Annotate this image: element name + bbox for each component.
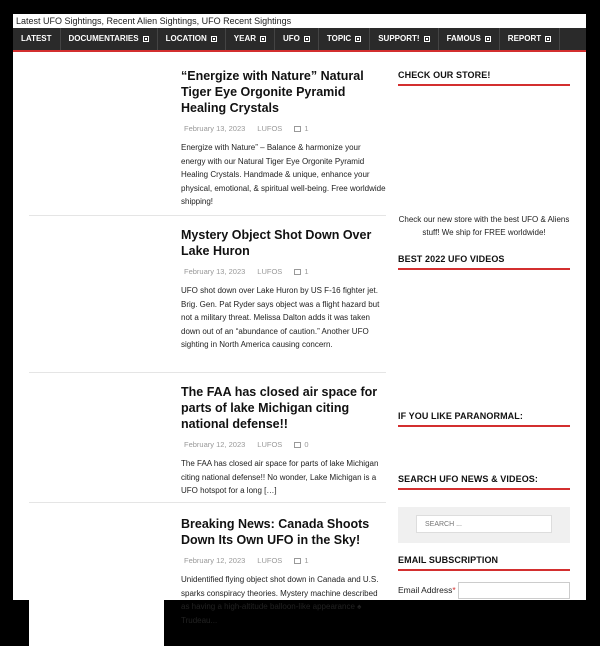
post-thumbnail[interactable] <box>29 227 164 357</box>
post-comments[interactable] <box>294 440 308 449</box>
dropdown-icon <box>424 36 430 42</box>
widget-title-search: SEARCH UFO NEWS & VIDEOS: <box>398 474 570 490</box>
post-excerpt: UFO shot down over Lake Huron by US F-16 fighter jet. Brig. Gen. Pat Ryder says object was a flight hazard but not a military threat. Melissa Dalton adds it was taken down out of an “abundance of caution.” Another UFO sighting in North America causing concern. <box>181 286 380 349</box>
nav-label: DOCUMENTARIES <box>68 34 139 43</box>
post-divider <box>29 372 386 373</box>
nav-label: LATEST <box>21 34 52 43</box>
post-divider <box>29 215 386 216</box>
nav-label: FAMOUS <box>446 34 481 43</box>
nav-label: YEAR <box>233 34 257 43</box>
comment-icon <box>294 442 301 448</box>
post-author[interactable]: LUFOS <box>257 556 283 565</box>
widget-title-paranormal: IF YOU LIKE PARANORMAL: <box>398 411 570 427</box>
post-comments[interactable] <box>294 124 308 133</box>
dropdown-icon <box>355 36 361 42</box>
nav-item-latest[interactable] <box>13 28 61 50</box>
post-date: February 12, 2023 <box>184 556 246 565</box>
post-author[interactable]: LUFOS <box>257 124 283 133</box>
comment-count: 1 <box>304 124 309 133</box>
post-excerpt: Energize with Nature” – Balance & harmonize your energy with our Natural Tiger Eye Orgonite Pyramid Healing Crystals. Handmade & unique, enhance your physical, emotional, & spiritual well-being. Free worldwide shipping! <box>181 143 386 206</box>
post-excerpt: Unidentified flying object shot down in Canada and U.S. sparks conspiracy theories. Mystery machine described as having a high-altitude balloon-like appearance ♠ Trudeau... <box>181 575 379 625</box>
post-title[interactable]: The FAA has closed air space for parts of lake Michigan citing national defense!! <box>181 385 378 431</box>
search-widget <box>398 507 570 543</box>
widget-title-store: CHECK OUR STORE! <box>398 70 570 86</box>
dropdown-icon <box>260 36 266 42</box>
nav-item-location[interactable] <box>158 28 226 50</box>
dropdown-icon <box>304 36 310 42</box>
post-divider <box>29 502 386 503</box>
nav-label: SUPPORT! <box>378 34 420 43</box>
dropdown-icon <box>211 36 217 42</box>
post-thumbnail[interactable] <box>29 384 164 514</box>
site-tagline: Latest UFO Sightings, Recent Alien Sightings, UFO Recent Sightings <box>13 14 586 28</box>
nav-item-support[interactable] <box>370 28 438 50</box>
post-author[interactable]: LUFOS <box>257 440 283 449</box>
email-label <box>398 585 456 595</box>
nav-label: UFO <box>283 34 300 43</box>
post-meta <box>181 124 386 133</box>
widget-title-email: EMAIL SUBSCRIPTION <box>398 555 570 571</box>
comment-count: 1 <box>304 556 309 565</box>
post-meta <box>181 556 386 565</box>
page-content <box>13 52 586 625</box>
main-nav <box>13 28 586 52</box>
dropdown-icon <box>485 36 491 42</box>
nav-item-topic[interactable] <box>319 28 370 50</box>
widget-title-videos: BEST 2022 UFO VIDEOS <box>398 254 570 270</box>
post-excerpt: The FAA has closed air space for parts of lake Michigan citing national defense!! No wonder, Lake Michigan is a UFO hotspot for a long […] <box>181 459 379 495</box>
dropdown-icon <box>545 36 551 42</box>
search-input[interactable] <box>416 515 552 533</box>
comment-icon <box>294 126 301 132</box>
nav-label: REPORT <box>507 34 542 43</box>
nav-item-report[interactable] <box>500 28 560 50</box>
post-title[interactable]: “Energize with Nature” Natural Tiger Eye Orgonite Pyramid Healing Crystals <box>181 69 364 115</box>
post-meta <box>181 440 386 449</box>
comment-icon <box>294 269 301 275</box>
post-title[interactable]: Mystery Object Shot Down Over Lake Huron <box>181 228 372 258</box>
nav-item-documentaries[interactable] <box>61 28 158 50</box>
post-title[interactable]: Breaking News: Canada Shoots Down Its Own UFO in the Sky! <box>181 517 370 547</box>
nav-item-year[interactable] <box>226 28 275 50</box>
post-date: February 13, 2023 <box>184 267 246 276</box>
dropdown-icon <box>143 36 149 42</box>
post-date: February 13, 2023 <box>184 124 246 133</box>
nav-item-ufo[interactable] <box>275 28 319 50</box>
post-comments[interactable] <box>294 556 308 565</box>
post-thumbnail[interactable] <box>29 68 164 198</box>
email-field[interactable] <box>458 582 570 599</box>
comment-count: 1 <box>304 267 309 276</box>
required-mark: * <box>452 585 456 595</box>
post-comments[interactable] <box>294 267 308 276</box>
nav-item-famous[interactable] <box>439 28 500 50</box>
store-text: Check our new store with the best UFO & Aliens stuff! We ship for FREE worldwide! <box>398 215 570 237</box>
post-author[interactable]: LUFOS <box>257 267 283 276</box>
comment-icon <box>294 558 301 564</box>
nav-label: LOCATION <box>165 34 207 43</box>
post-meta <box>181 267 386 276</box>
comment-count: 0 <box>304 440 309 449</box>
post-thumbnail[interactable] <box>29 516 164 646</box>
post-date: February 12, 2023 <box>184 440 246 449</box>
nav-label: TOPIC <box>326 34 352 43</box>
email-label-text: Email Address <box>398 585 453 595</box>
